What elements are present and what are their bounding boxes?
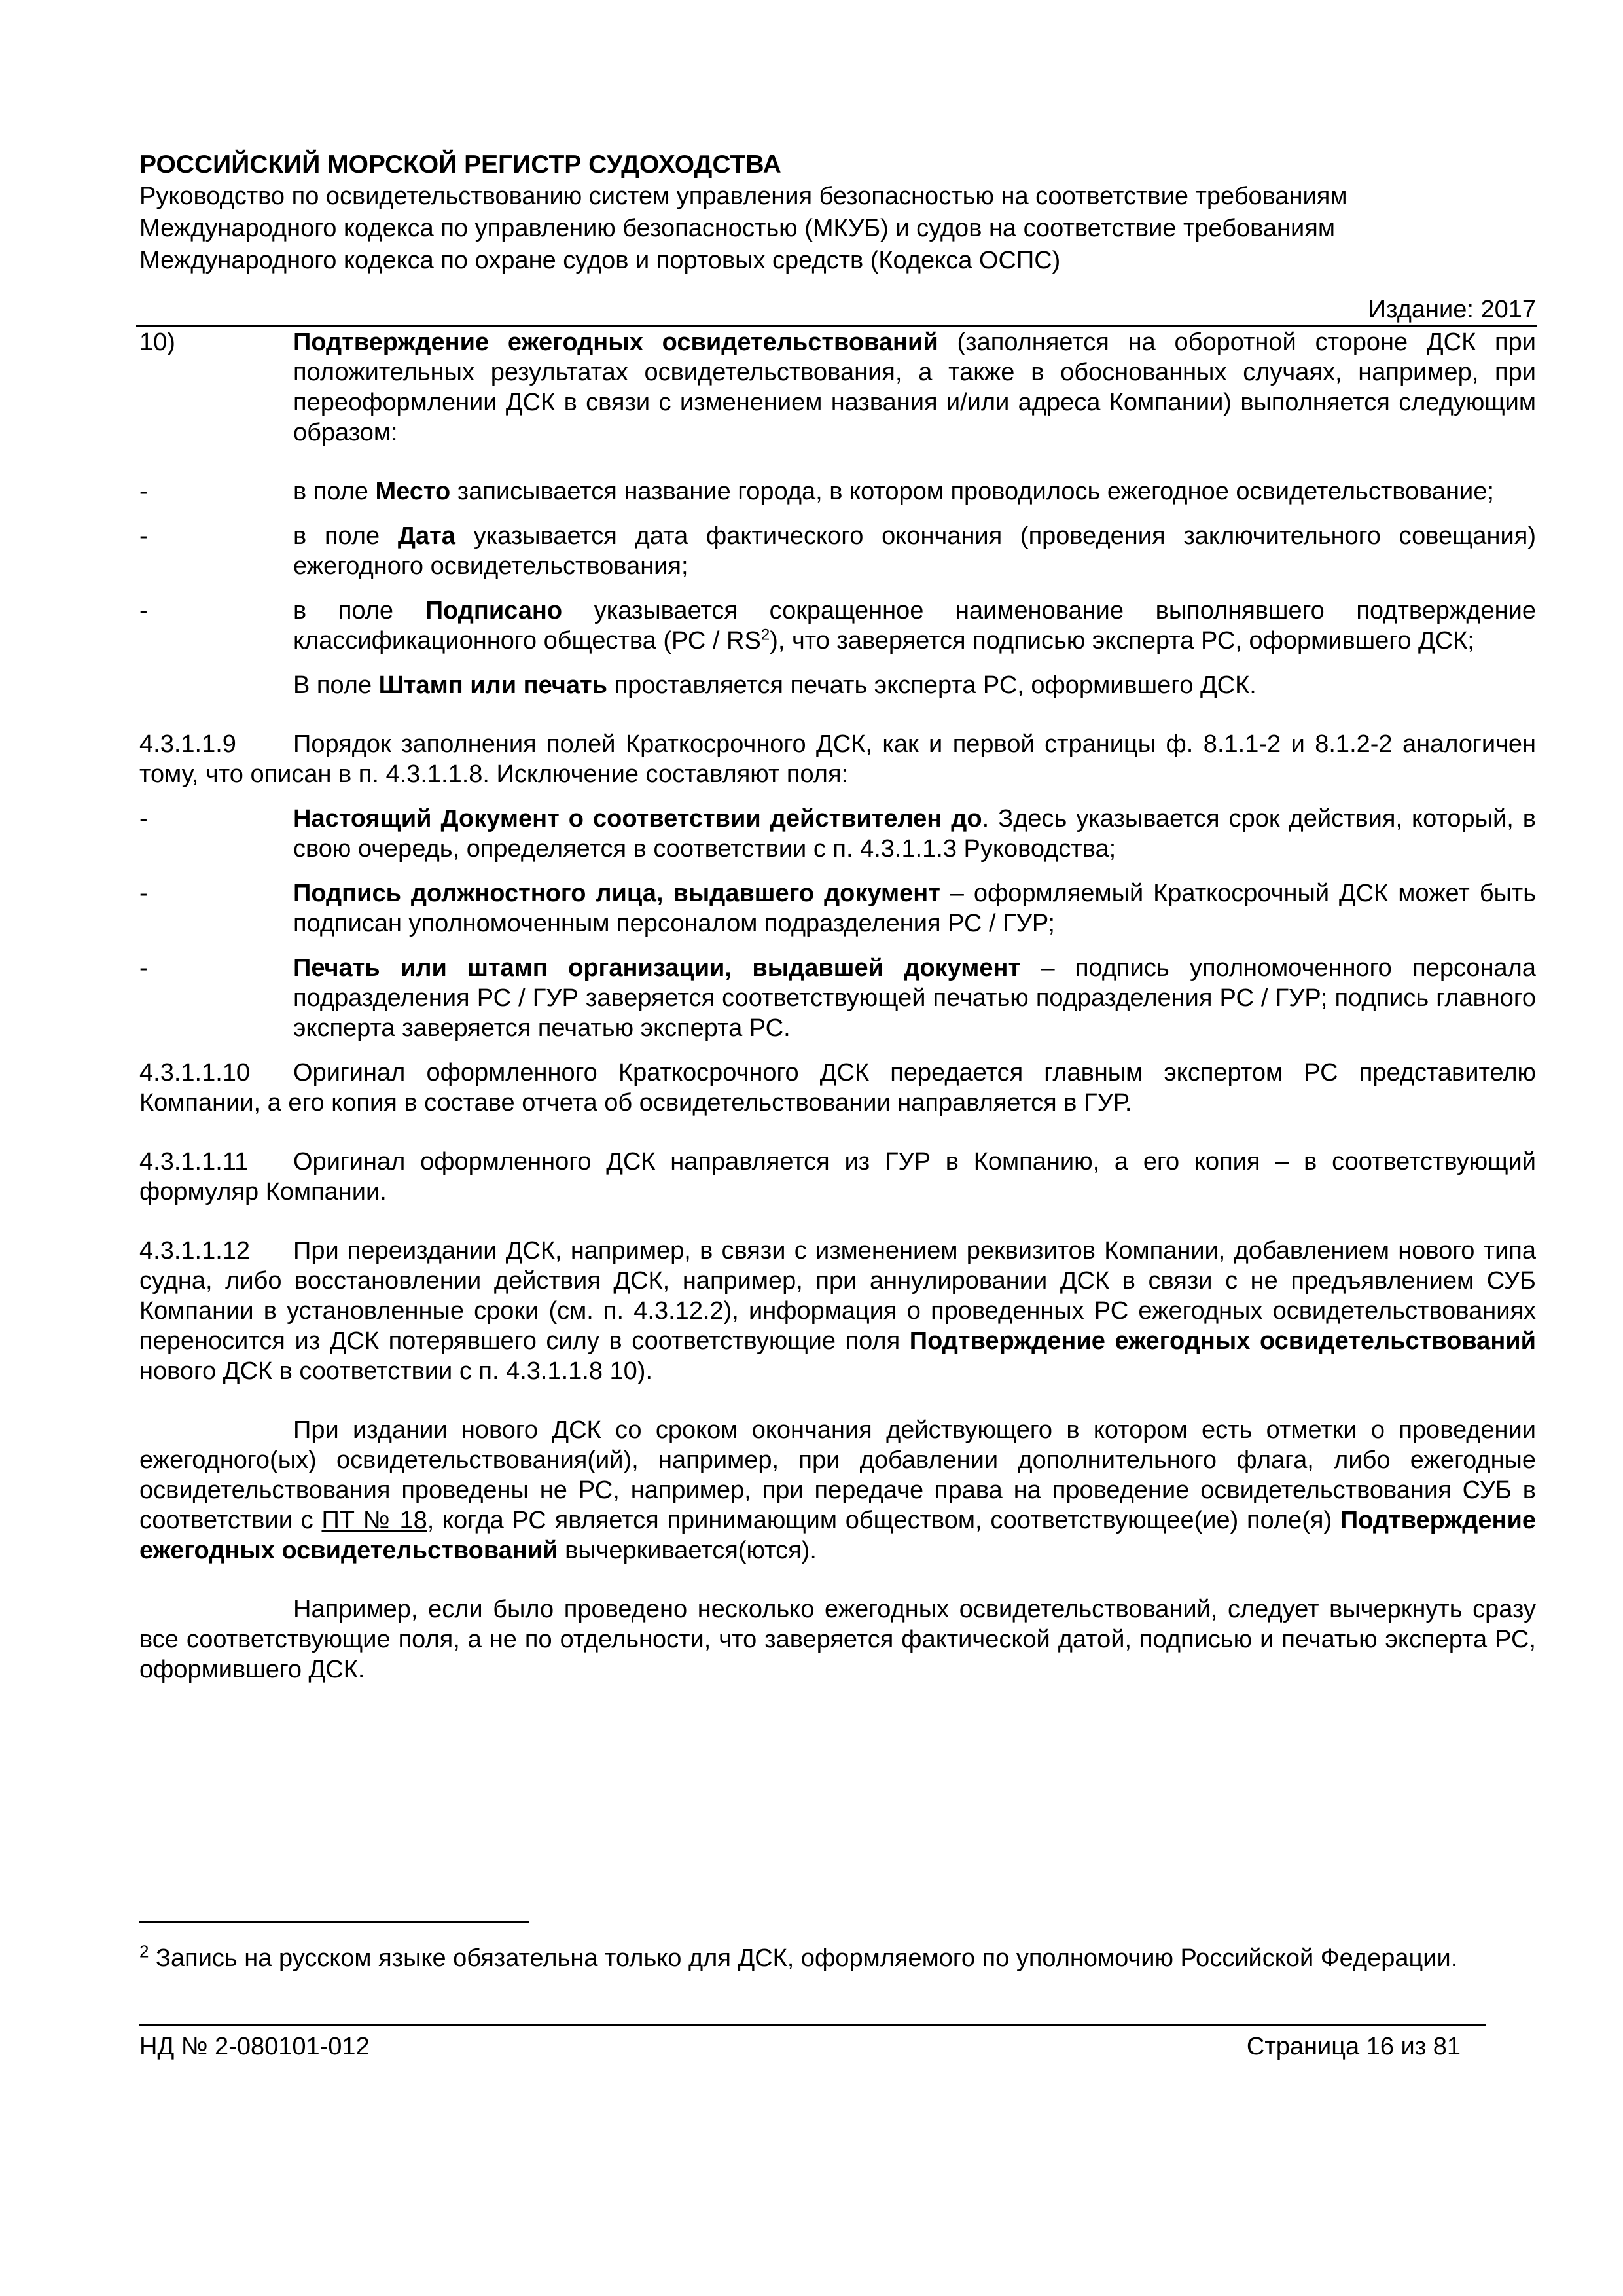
field-date: - в поле Дата указывается дата фактического окончания (проведения заключительного совещания) ежегодного освидетельствования; bbox=[139, 522, 1536, 580]
footer-divider bbox=[139, 2024, 1486, 2026]
item-10 bbox=[139, 327, 1536, 448]
page-number: Страница 16 из 81 bbox=[1246, 2033, 1461, 2060]
p9-item: - Подпись должностного лица, выдавшего документ – оформляемый Краткосрочный ДСК может быть подписан уполномоченным персоналом подразделения РС / ГУР; bbox=[139, 880, 1536, 937]
paragraph-number: 4.3.1.1.12 bbox=[139, 1237, 251, 1265]
field-name-bold: Штамп или печать bbox=[378, 672, 607, 699]
paragraph-4-3-1-1-10: 4.3.1.1.10 Оригинал оформленного Краткосрочного ДСК передается главным экспертом РС представителю Компании, а его копия в составе отчета об освидетельствовании направляется в ГУР. bbox=[139, 1059, 1536, 1117]
pt18-link[interactable]: ПТ № 18 bbox=[321, 1507, 427, 1534]
p9-item: - Печать или штамп организации, выдавшей документ – подпись уполномоченного персонала подразделения РС / ГУР заверяется соответствующей печатью подразделения РС / ГУР; подпись главного эксперта заверяется печатью эксперта РС. bbox=[139, 954, 1536, 1042]
paragraph-number: 4.3.1.1.11 bbox=[139, 1148, 249, 1175]
list-dash: - bbox=[139, 597, 148, 624]
edition-label: Издание: 2017 bbox=[1368, 296, 1536, 323]
item-label: 10) bbox=[139, 329, 175, 356]
p9-item: - Настоящий Документ о соответствии действителен до. Здесь указывается срок действия, который, в свою очередь, определяется в соответствии с п. 4.3.1.1.3 Руководства; bbox=[139, 805, 1536, 863]
list-dash: - bbox=[139, 954, 148, 982]
paragraph-number: 4.3.1.1.10 bbox=[139, 1059, 251, 1086]
field-name-bold: Дата bbox=[397, 522, 455, 550]
stamp-paragraph: В поле Штамп или печать проставляется печать эксперта РС, оформившего ДСК. bbox=[293, 672, 1257, 699]
list-dash: - bbox=[139, 805, 148, 833]
document-number: НД № 2-080101-012 bbox=[139, 2033, 370, 2060]
item-heading: Подтверждение ежегодных освидетельствований bbox=[293, 329, 938, 356]
list-dash: - bbox=[139, 478, 148, 505]
running-header bbox=[139, 149, 1527, 277]
guide-title-line-1: Руководство по освидетельствованию систем управления безопасностью на соответствие требованиям bbox=[139, 183, 1347, 210]
field-name-bold: Подписано bbox=[425, 597, 563, 624]
field-name-bold: Место bbox=[375, 478, 451, 505]
footnote bbox=[139, 1943, 1536, 1974]
field-signed: - в поле Подписано указывается сокращенное наименование выполнявшего подтверждение классификационного общества $(РС / RS^2)$, что заверяется подписью эксперта РС, оформившего ДСК; bbox=[139, 597, 1536, 655]
paragraph-4-3-1-1-12: 4.3.1.1.12 При переиздании ДСК, например, в связи с изменением реквизитов Компании, добавлением нового типа судна, либо восстановлении действия ДСК, например, при аннулировании ДСК в связи с не предъявлением СУБ Компании в установленные сроки (см. п. 4.3.12.2), информация о проведенных РС ежегодных освидетельствованиях переносится из ДСК потерявшего силу в соответствующие поля Подтверждение ежегодных освидетельствований нового ДСК в соответствии с п. 4.3.1.1.8 10). bbox=[139, 1237, 1536, 1385]
paragraph-example: Например, если было проведено несколько ежегодных освидетельствований, следует вычеркнуть сразу все соответствующие поля, а не по отдельности, что заверяется фактической датой, подписью и печатью эксперта РС, оформившего ДСК. bbox=[139, 1596, 1536, 1683]
list-dash: - bbox=[139, 522, 148, 550]
main-content bbox=[139, 327, 1536, 1685]
paragraph-number: 4.3.1.1.9 bbox=[139, 730, 236, 758]
footnote-divider bbox=[139, 1921, 529, 1923]
footnote-number: 2 bbox=[139, 1941, 149, 1962]
item-text: (заполняется на оборотной стороне ДСК при положительных результатах освидетельствования, а также в обоснованных случаях, например, при переоформлении ДСК в связи с изменением названия и/или адреса Компании) выполняется следующим образом: bbox=[293, 329, 1536, 446]
organization-name: РОССИЙСКИЙ МОРСКОЙ РЕГИСТР СУДОХОДСТВА bbox=[139, 151, 781, 179]
paragraph-4-3-1-1-11: 4.3.1.1.11 Оригинал оформленного ДСК направляется из ГУР в Компанию, а его копия – в соответствующий формуляр Компании. bbox=[139, 1148, 1536, 1206]
guide-title-line-2: Международного кодекса по управлению безопасностью (МКУБ) и судов на соответствие требованиям bbox=[139, 215, 1335, 242]
footnote-text: Запись на русском языке обязательна только для ДСК, оформляемого по уполномочию Российской Федерации. bbox=[149, 1945, 1458, 1972]
guide-title-line-3: Международного кодекса по охране судов и портовых средств (Кодекса ОСПС) bbox=[139, 247, 1061, 274]
footnote-ref: 2 bbox=[760, 626, 770, 644]
field-place: - в поле Место записывается название города, в котором проводилось ежегодное освидетельствование; bbox=[139, 478, 1494, 505]
list-dash: - bbox=[139, 880, 148, 907]
paragraph-new-dsk: При издании нового ДСК со сроком окончания действующего в котором есть отметки о проведении ежегодного(ых) освидетельствования(ий), например, при добавлении дополнительного флага, либо ежегодные освидетельствования проведены не РС, например, при передаче права на проведение освидетельствования СУБ в соответствии с ПТ № 18, когда РС является принимающим обществом, соответствующее(ие) поле(я) Подтверждение ежегодных освидетельствований вычеркивается(ются). bbox=[139, 1416, 1536, 1564]
paragraph-4-3-1-1-9: 4.3.1.1.9 Порядок заполнения полей Краткосрочного ДСК, как и первой страницы ф. 8.1.1-2 и 8.1.2-2 аналогичен тому, что описан в п. 4.3.1.1.8. Исключение составляют поля: bbox=[139, 730, 1536, 788]
